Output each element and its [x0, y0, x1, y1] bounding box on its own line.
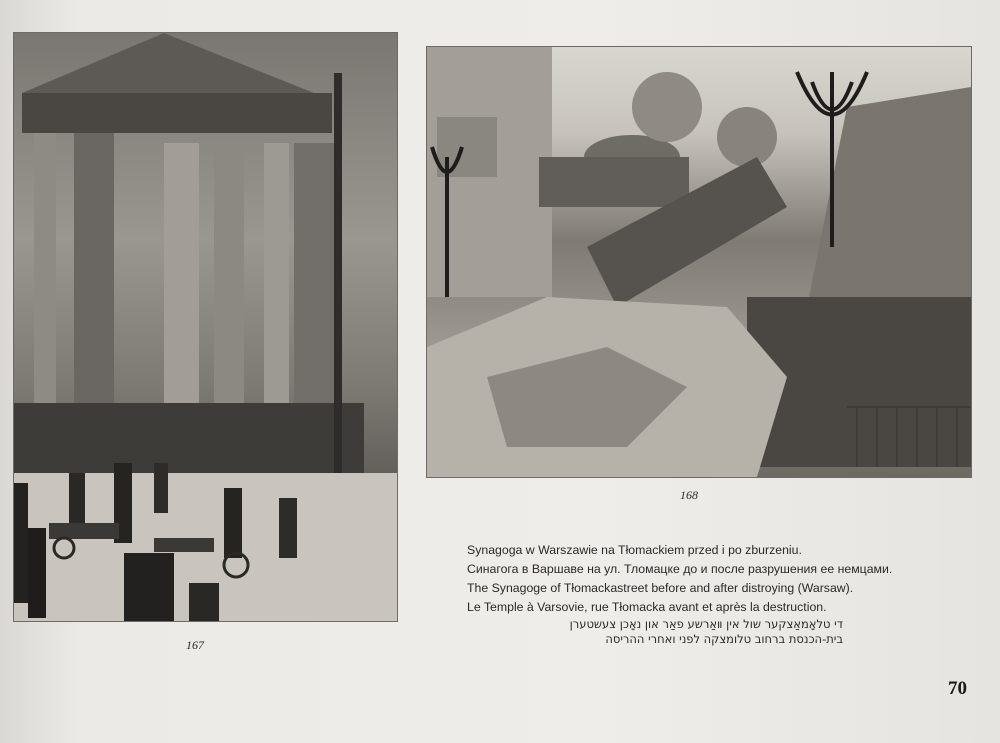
- caption-yiddish: די טלאָמאַצקער שול אין װאַרשע פאַר און נאָכן צעשטערן: [569, 617, 843, 631]
- photo-synagogue-ruins: [427, 47, 971, 477]
- caption-english: The Synagoge of Tłomackastreet before and after distroying (Warsaw).: [467, 581, 854, 595]
- synagogue-ruins-illustration: [427, 47, 971, 477]
- synagogue-facade-illustration: [14, 33, 397, 621]
- figure-number-168: 168: [680, 488, 698, 502]
- page-number: 70: [948, 678, 967, 699]
- figure-number-167: 167: [186, 638, 204, 652]
- caption-french: Le Temple à Varsovie, rue Tłomacka avant et après la destruction.: [467, 600, 827, 614]
- photo-synagogue-before: [14, 33, 397, 621]
- multilingual-caption: [467, 541, 927, 647]
- caption-russian: Синагога в Варшаве на ул. Тломацке до и после разрушения ее немцами.: [467, 562, 893, 576]
- caption-polish: Synagoga w Warszawie na Tłomackiem przed i po zburzeniu.: [467, 543, 802, 557]
- caption-hebrew: בית-הכנסת ברחוב טלומצקה לפני ואחרי ההריסה: [605, 632, 843, 646]
